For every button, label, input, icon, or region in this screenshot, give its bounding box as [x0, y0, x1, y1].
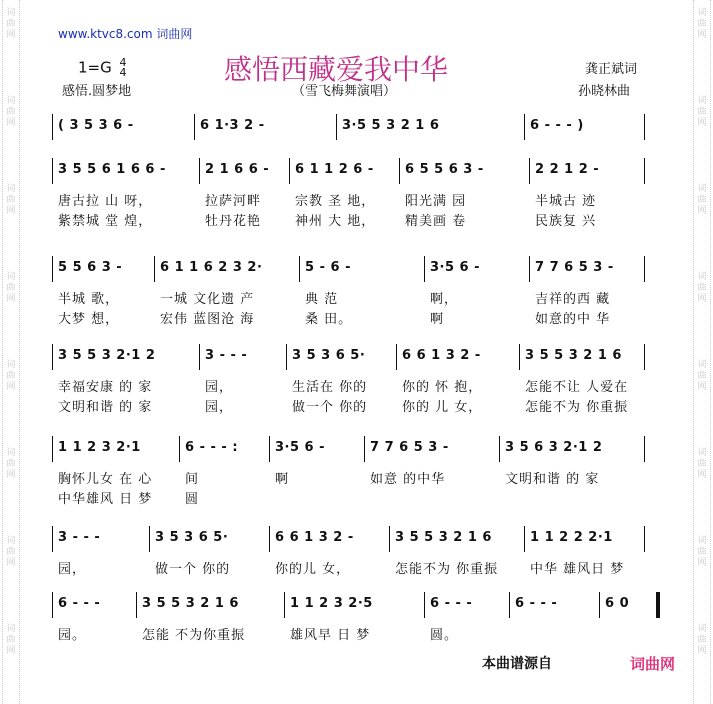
watermark-char: 网 [697, 646, 707, 656]
watermark-char: 词 [697, 184, 707, 194]
watermark-char: 曲 [6, 283, 16, 293]
measure-notes: 6 1·3 2 - [200, 118, 265, 133]
measure-notes: 1 1 2 3 2·1 [58, 440, 141, 455]
measure-notes: 1 1 2 3 2·5 [290, 596, 373, 611]
watermark-char: 网 [6, 382, 16, 392]
watermark-char: 曲 [697, 283, 707, 293]
lyric-line-1: 啊， [430, 292, 459, 307]
watermark-char: 词 [697, 624, 707, 634]
bar-line [396, 344, 397, 370]
measure-notes: 3 5 3 6 5· [155, 530, 229, 545]
album-name: 感悟.圆梦地 [62, 84, 132, 99]
lyric-line-1: 做一个 你的 [155, 562, 231, 577]
right-watermark-strip [693, 0, 711, 704]
watermark-char: 网 [697, 206, 707, 216]
key-signature [78, 58, 127, 78]
measure-notes: 3 5 6 3 2·1 2 [505, 440, 603, 455]
measure-notes: 3 5 5 3 2·1 2 [58, 348, 156, 363]
lyric-line-1: 如意 的中华 [370, 472, 446, 487]
measure-notes: 7 7 6 5 3 - [370, 440, 449, 455]
watermark-char: 曲 [697, 19, 707, 29]
measure-notes: 3·5 5 3 2 1 6 [342, 118, 440, 133]
measure-notes: 2 2 1 2 - [535, 162, 600, 177]
key-label: 1=G [78, 58, 112, 77]
bar-line [269, 436, 270, 462]
measure-notes: 6 - - - [430, 596, 473, 611]
bar-line [399, 158, 400, 184]
watermark-char: 网 [6, 470, 16, 480]
time-top: 4 [119, 56, 127, 69]
bar-line [644, 526, 645, 552]
watermark-char: 词 [6, 448, 16, 458]
lyric-line-1: 典 范 [305, 292, 339, 307]
watermark-char: 曲 [6, 371, 16, 381]
measure-notes: 6 0 [605, 596, 630, 611]
bar-line [52, 526, 53, 552]
measure-notes: 3 - - - [58, 530, 101, 545]
bar-line [519, 344, 520, 370]
measure-notes: 3 5 3 6 5· [292, 348, 366, 363]
lyric-line-1: 园， [58, 562, 87, 577]
watermark-char: 网 [6, 206, 16, 216]
lyric-line-2: 啊 [430, 312, 445, 327]
bar-line [52, 256, 53, 282]
watermark-char: 词 [697, 536, 707, 546]
lyric-line-1: 雄风早 日 梦 [290, 628, 371, 643]
time-bottom: 4 [119, 66, 127, 79]
bar-line [529, 158, 530, 184]
bar-line [286, 344, 287, 370]
lyric-line-1: 幸福安康 的 家 [58, 380, 153, 395]
lyric-line-2: 精美画 卷 [405, 214, 467, 229]
lyric-line-2: 如意的中 华 [535, 312, 611, 327]
lyric-line-2: 民族复 兴 [535, 214, 597, 229]
lyric-line-2: 圆 [185, 492, 200, 507]
lyric-line-1: 园， [205, 380, 234, 395]
measure-notes: 6 1 1 2 6 - [295, 162, 374, 177]
watermark-char: 词 [697, 448, 707, 458]
bar-line [269, 526, 270, 552]
bar-line [499, 436, 500, 462]
bar-line [136, 592, 137, 618]
bar-line [194, 114, 195, 140]
lyric-line-2: 宏伟 蓝图沧 海 [160, 312, 255, 327]
watermark-char: 曲 [697, 547, 707, 557]
lyric-line-1: 一城 文化遗 产 [160, 292, 255, 307]
bar-line [179, 436, 180, 462]
measure-notes: ( 3 5 3 6 - [58, 118, 134, 133]
singer-name: （雪飞梅舞演唱） [292, 84, 397, 99]
site-url[interactable]: www.ktvc8.com 词曲网 [58, 27, 193, 41]
lyric-line-1: 吉祥的西 藏 [535, 292, 611, 307]
lyric-line-2: 你的 儿 女， [402, 400, 483, 415]
lyric-line-1: 怎能 不为你重振 [142, 628, 246, 643]
lyric-line-1: 拉萨河畔 [205, 194, 262, 209]
measure-notes: 6 - - - [58, 596, 101, 611]
lyric-line-1: 中华 雄风日 梦 [530, 562, 625, 577]
lyric-line-2: 大梦 想， [58, 312, 120, 327]
measure-notes: 6 - - - [515, 596, 558, 611]
watermark-char: 网 [6, 558, 16, 568]
watermark-char: 曲 [6, 195, 16, 205]
measure-notes: 3 5 5 3 2 1 6 [142, 596, 239, 611]
lyric-line-1: 胸怀儿女 在 心 [58, 472, 153, 487]
measure-notes: 3 - - - [205, 348, 248, 363]
lyric-line-2: 牡丹花艳 [205, 214, 262, 229]
lyric-line-1: 宗教 圣 地， [295, 194, 376, 209]
bar-line [52, 158, 53, 184]
bar-line [299, 256, 300, 282]
watermark-char: 词 [6, 184, 16, 194]
bar-line [389, 526, 390, 552]
measure-notes: 6 5 5 6 3 - [405, 162, 484, 177]
watermark-char: 网 [697, 558, 707, 568]
measure-notes: 6 - - - : [185, 440, 239, 455]
bar-line [199, 158, 200, 184]
measure-notes: 2 1 6 6 - [205, 162, 270, 177]
watermark-char: 词 [6, 536, 16, 546]
watermark-char: 词 [6, 8, 16, 18]
lyric-line-1: 生活在 你的 [292, 380, 368, 395]
bar-line [509, 592, 510, 618]
lyric-line-2: 桑 田。 [305, 312, 353, 327]
lyric-line-2: 怎能不为 你重振 [525, 400, 629, 415]
lyric-line-1: 圆。 [430, 628, 459, 643]
measure-notes: 3 5 5 3 2 1 6 [525, 348, 622, 363]
bar-line [599, 592, 600, 618]
watermark-char: 网 [697, 470, 707, 480]
bar-line [644, 256, 645, 282]
bar-line [424, 256, 425, 282]
source-label: 本曲谱源自 [482, 656, 552, 672]
lyric-line-2: 园， [205, 400, 234, 415]
watermark-char: 网 [6, 118, 16, 128]
bar-line [644, 344, 645, 370]
watermark-char: 曲 [697, 107, 707, 117]
watermark-char: 曲 [6, 459, 16, 469]
bar-line [52, 344, 53, 370]
lyric-line-1: 唐古拉 山 呀， [58, 194, 153, 209]
bar-line [524, 114, 525, 140]
lyric-line-1: 啊 [275, 472, 290, 487]
bar-line [52, 592, 53, 618]
lyric-line-2: 中华雄风 日 梦 [58, 492, 153, 507]
watermark-char: 曲 [6, 635, 16, 645]
bar-line [199, 344, 200, 370]
lyric-line-1: 间 [185, 472, 200, 487]
lyric-line-2: 做一个 你的 [292, 400, 368, 415]
lyric-line-1: 怎能不为 你重振 [395, 562, 499, 577]
lyric-line-1: 你的儿 女， [275, 562, 351, 577]
bar-line [644, 158, 645, 184]
watermark-char: 网 [697, 382, 707, 392]
site-logo[interactable]: 词曲网 [630, 655, 676, 673]
composer: 孙晓林曲 [578, 84, 631, 99]
measure-notes: 3 5 5 6 1 6 6 - [58, 162, 166, 177]
watermark-char: 曲 [697, 195, 707, 205]
measure-notes: 6 6 1 3 2 - [402, 348, 481, 363]
measure-notes: 6 - - - ) [530, 118, 584, 133]
measure-notes: 6 6 1 3 2 - [275, 530, 354, 545]
lyric-line-1: 园。 [58, 628, 87, 643]
lyric-line-1: 半城古 迹 [535, 194, 597, 209]
lyric-line-1: 阳光满 园 [405, 194, 467, 209]
lyricist: 龚正斌词 [585, 62, 638, 77]
bar-line [289, 158, 290, 184]
measure-notes: 3·5 6 - [430, 260, 481, 275]
bar-line [52, 114, 53, 140]
bar-line [424, 592, 425, 618]
watermark-char: 曲 [6, 19, 16, 29]
watermark-char: 网 [6, 294, 16, 304]
watermark-char: 网 [6, 646, 16, 656]
lyric-line-1: 文明和谐 的 家 [505, 472, 600, 487]
measure-notes: 7 7 6 5 3 - [535, 260, 614, 275]
measure-notes: 6 1 1 6 2 3 2· [160, 260, 263, 275]
bar-line [644, 436, 645, 462]
song-title: 感悟西藏爱我中华 [224, 53, 449, 86]
lyric-line-2: 文明和谐 的 家 [58, 400, 153, 415]
bar-line [656, 592, 660, 618]
watermark-char: 词 [6, 96, 16, 106]
measure-notes: 3·5 6 - [275, 440, 326, 455]
watermark-char: 词 [697, 360, 707, 370]
lyric-line-2: 神州 大 地， [295, 214, 376, 229]
lyric-line-1: 怎能不让 人爱在 [525, 380, 629, 395]
watermark-char: 曲 [697, 635, 707, 645]
bar-line [644, 114, 645, 140]
lyric-line-2: 紫禁城 堂 煌， [58, 214, 153, 229]
watermark-char: 曲 [697, 459, 707, 469]
watermark-char: 网 [697, 294, 707, 304]
bar-line [154, 256, 155, 282]
lyric-line-1: 你的 怀 抱， [402, 380, 483, 395]
watermark-char: 网 [6, 30, 16, 40]
measure-notes: 5 5 6 3 - [58, 260, 123, 275]
watermark-char: 曲 [6, 107, 16, 117]
bar-line [364, 436, 365, 462]
watermark-char: 词 [697, 8, 707, 18]
measure-notes: 1 1 2 2 2·1 [530, 530, 613, 545]
watermark-char: 词 [6, 272, 16, 282]
bar-line [524, 526, 525, 552]
watermark-char: 网 [697, 118, 707, 128]
measure-notes: 3 5 5 3 2 1 6 [395, 530, 492, 545]
measure-notes: 5 - 6 - [305, 260, 351, 275]
lyric-line-1: 半城 歌， [58, 292, 120, 307]
watermark-char: 曲 [6, 547, 16, 557]
bar-line [149, 526, 150, 552]
bar-line [529, 256, 530, 282]
left-watermark-strip [2, 0, 20, 704]
bar-line [284, 592, 285, 618]
time-signature [120, 58, 127, 78]
watermark-char: 词 [697, 96, 707, 106]
watermark-char: 网 [697, 30, 707, 40]
watermark-char: 词 [6, 360, 16, 370]
bar-line [336, 114, 337, 140]
watermark-char: 曲 [697, 371, 707, 381]
watermark-char: 词 [6, 624, 16, 634]
watermark-char: 词 [697, 272, 707, 282]
bar-line [52, 436, 53, 462]
